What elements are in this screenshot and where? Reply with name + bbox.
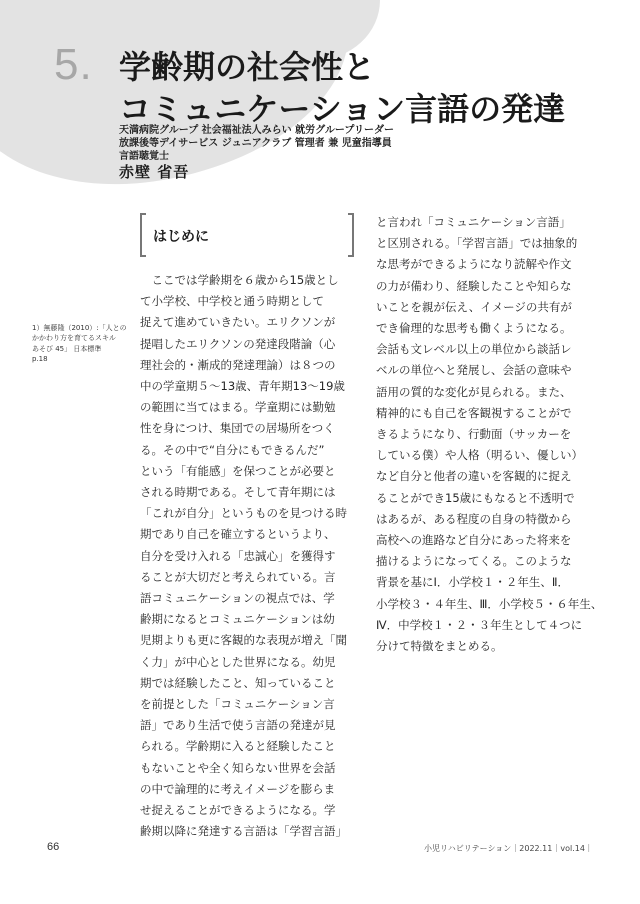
body-text-line: 会話も文レベル以上の単位から談話レ bbox=[376, 342, 572, 357]
body-text-line: 「これが自分」というものを見つける時 bbox=[140, 506, 347, 521]
body-text-line: 語コミュニケーションの視点では、学 bbox=[140, 591, 335, 606]
body-text-line: 齢期以降に発達する言語は「学習言語」 bbox=[140, 824, 347, 839]
body-text-line: など自分と他者の違いを客観的に捉え bbox=[376, 469, 572, 484]
body-text-line: Ⅳ．中学校１・２・３年生として４つに bbox=[376, 617, 583, 632]
body-text-line: 齢期になるとコミュニケーションは幼 bbox=[140, 612, 335, 627]
chapter-title-line: コミュニケーション言語の発達 bbox=[119, 90, 566, 128]
body-text-line: 捉えて進めていきたい。エリクソンが bbox=[140, 315, 336, 330]
body-text-line: 高校への進路など自分にあった将来を bbox=[376, 533, 572, 548]
body-text-line: 性を身につけ、集団での居場所をつく bbox=[140, 421, 335, 436]
body-text-line: はあるが、ある程度の自身の特徴から bbox=[376, 511, 572, 526]
body-text-line: な思考ができるようになり読解や作文 bbox=[376, 257, 572, 272]
body-text-line: 期では経験したこと、知っていること bbox=[140, 675, 336, 690]
body-text-line: の範囲に当てはまる。学童期には勤勉 bbox=[140, 400, 336, 415]
body-text-line: いことを親が伝え、イメージの共有が bbox=[376, 299, 572, 314]
body-text-line: という「有能感」を保つことが必要と bbox=[140, 463, 336, 478]
body-column-right bbox=[376, 212, 606, 657]
body-text-line: 描けるようになってくる。このような bbox=[376, 554, 572, 569]
body-text-line: 精神的にも自己を客観視することがで bbox=[376, 405, 572, 420]
body-text-line: て小学校、中学校と通う時期として bbox=[140, 294, 324, 309]
footnote-line: かかわり方を育てるスキル bbox=[32, 334, 116, 343]
body-text-line: きるようになり、行動面（サッカーを bbox=[376, 427, 572, 442]
body-text-line: ベルの単位へと発展し、会話の意味や bbox=[376, 363, 572, 378]
body-text-line: る。その中で“自分にもできるんだ” bbox=[140, 442, 325, 457]
footnote-line: あそび 45」 日本標準 bbox=[32, 344, 102, 353]
bracket-left bbox=[140, 213, 146, 257]
body-text-line: している僕）や人格（明るい、優しい） bbox=[376, 448, 583, 463]
body-text-line: られる。学齢期に入ると経験したこと bbox=[140, 739, 336, 754]
body-text-line: の中で論理的に考えイメージを膨らま bbox=[140, 781, 336, 796]
body-text-line: 語」であり生活で使う言語の発達が見 bbox=[140, 718, 336, 733]
footnote-line: 1）無藤隆（2010）:「人との bbox=[32, 324, 127, 332]
body-text-line: 自分を受け入れる「忠誠心」を獲得す bbox=[140, 548, 336, 563]
author-affiliation bbox=[119, 124, 394, 163]
body-text-line: 期であり自己を確立するというより、 bbox=[140, 527, 336, 542]
body-text-line: もないことや全く知らない世界を会話 bbox=[140, 760, 336, 775]
affiliation-line: 天満病院グループ 社会福祉法人みらい 就労グループリーダー bbox=[119, 125, 394, 136]
chapter-title bbox=[119, 46, 565, 130]
body-text-line: ここでは学齢期を６歳から15歳とし bbox=[140, 273, 339, 287]
body-text-line: ることができ15歳にもなると不透明で bbox=[376, 490, 575, 505]
affiliation-line: 言語聴覚士 bbox=[119, 151, 169, 162]
section-heading-box bbox=[140, 213, 354, 257]
body-text-line: でき倫理的な思考も働くようになる。 bbox=[376, 321, 572, 336]
footnote bbox=[32, 323, 128, 364]
footnote-line: p.18 bbox=[32, 354, 48, 363]
body-text-line: と言われ「コミュニケーション言語」 bbox=[376, 215, 571, 229]
body-text-line: 理社会的・漸成的発達理論）は８つの bbox=[140, 357, 336, 372]
body-text-line: 児期よりも更に客観的な表現が増え「聞 bbox=[140, 633, 347, 648]
author-name: 赤壁 省吾 bbox=[119, 163, 190, 181]
body-text-line: 中の学童期５～13歳、青年期13～19歳 bbox=[140, 379, 345, 394]
body-text-line: 提唱したエリクソンの発達段階論（心 bbox=[140, 336, 336, 351]
chapter-number: 5. bbox=[54, 40, 93, 89]
body-text-line: を前提とした「コミュニケーション言 bbox=[140, 697, 335, 712]
page-number: 66 bbox=[47, 841, 60, 853]
body-text-line: 背景を基にⅠ．小学校１・２年生、Ⅱ． bbox=[376, 575, 570, 590]
section-heading: はじめに bbox=[153, 229, 209, 245]
affiliation-line: 放課後等デイサービス ジュニアクラブ 管理者 兼 児童指導員 bbox=[119, 138, 392, 149]
body-text-line: く力」が中心とした世界になる。幼児 bbox=[140, 654, 336, 669]
body-text-line: ることが大切だと考えられている。言 bbox=[140, 569, 336, 584]
body-text-line: と区別される。「学習言語」では抽象的 bbox=[376, 236, 578, 251]
running-footer: 小児リハビリテーション｜2022.11｜vol.14｜ bbox=[424, 844, 593, 853]
body-text-line: の力が備わり、経験したことや知らな bbox=[376, 278, 572, 293]
body-text-line: 分けて特徴をまとめる。 bbox=[376, 639, 503, 654]
body-text-line: される時期である。そして青年期には bbox=[140, 485, 336, 500]
chapter-title-line: 学齢期の社会性と bbox=[119, 48, 376, 86]
bracket-right bbox=[348, 213, 354, 257]
body-text-line: 語用の質的な変化が見られる。また、 bbox=[376, 384, 572, 399]
body-text-line: 小学校３・４年生、Ⅲ．小学校５・６年生、 bbox=[376, 596, 603, 611]
body-text-line: せ捉えることができるようになる。学 bbox=[140, 803, 336, 818]
body-column-left bbox=[140, 270, 362, 842]
